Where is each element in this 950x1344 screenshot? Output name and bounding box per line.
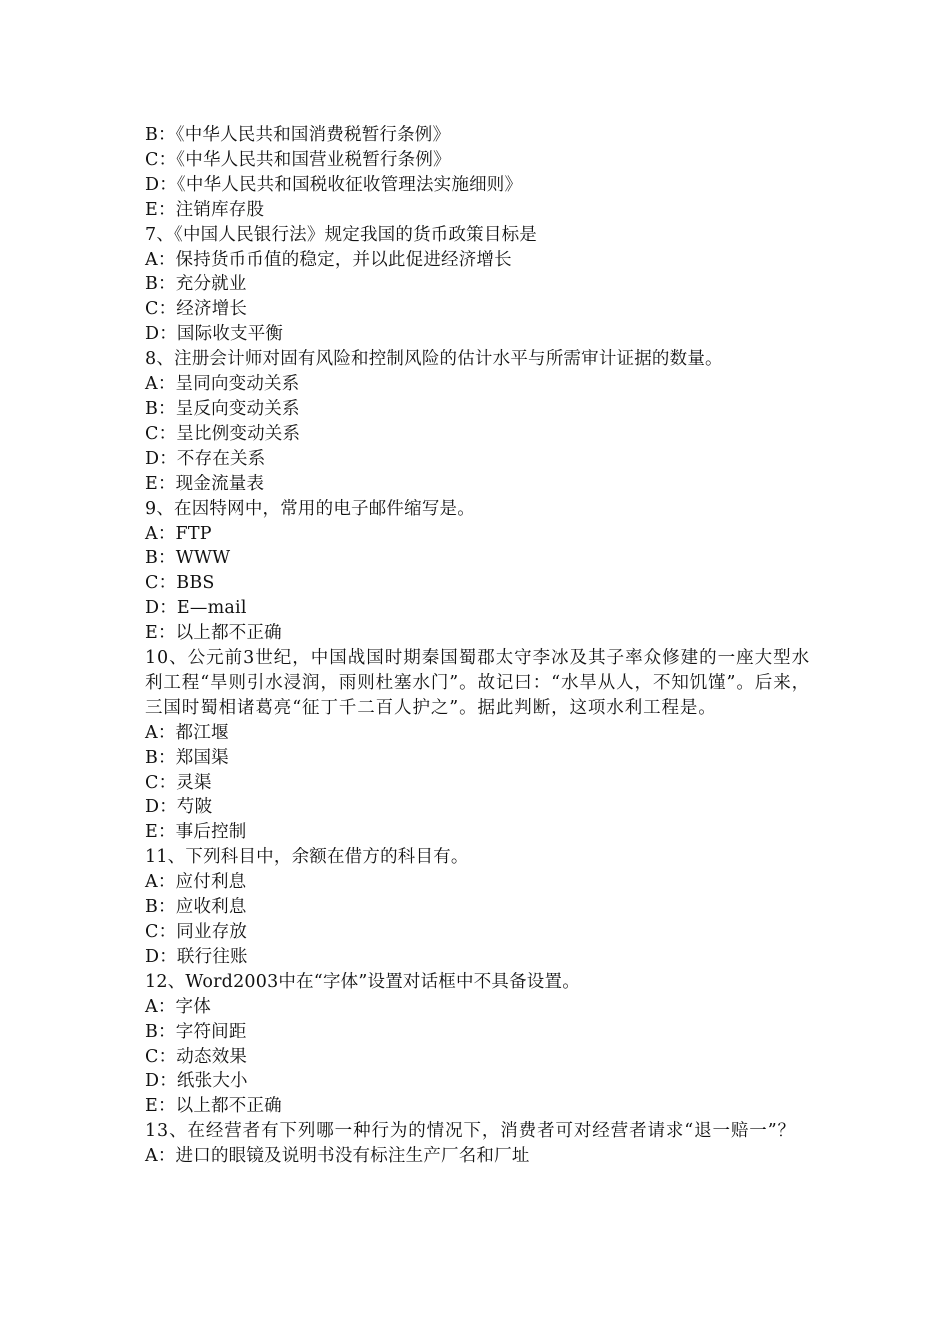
q11-option-a: A：应付利息 [145,872,247,893]
option-e-treasury-stock: E：注销库存股 [145,199,265,220]
q11-option-b: B：应收利息 [145,897,247,918]
question-12: 12、Word2003中在“字体”设置对话框中不具备设置。 [145,971,580,992]
q10-option-c: C：灵渠 [145,772,212,793]
q8-option-c: C：呈比例变动关系 [145,423,301,444]
q7-option-b: B：充分就业 [145,274,247,295]
q11-option-c: C：同业存放 [145,922,248,942]
q9-option-d: D：E—mail [145,598,247,619]
question-7: 7、《中国人民银行法》规定我国的货币政策目标是 [145,224,537,245]
q13-option-a: A：进口的眼镜及说明书没有标注生产厂名和厂址 [145,1146,530,1167]
q9-option-c: C：BBS [145,573,215,594]
q7-option-c: C：经济增长 [145,299,248,320]
q10-option-b: B：郑国渠 [145,747,229,768]
q7-option-d: D：国际收支平衡 [145,324,284,345]
q10-option-a: A：都江堰 [145,722,229,743]
question-13: 13、在经营者有下列哪一种行为的情况下，消费者可对经营者请求“退一赔一”？ [145,1121,796,1142]
question-11: 11、下列科目中，余额在借方的科目有。 [145,847,469,868]
q7-option-a: A：保持货币币值的稳定，并以此促进经济增长 [145,249,512,270]
q12-option-e: E：以上都不正确 [145,1096,282,1117]
q12-option-d: D：纸张大小 [145,1071,248,1092]
q12-option-b: B：字符间距 [145,1021,247,1042]
option-d-tax-collection: D：《中华人民共和国税收征收管理法实施细则》 [145,174,523,195]
option-c-business-tax: C：《中华人民共和国营业税暂行条例》 [145,149,451,170]
document-body [145,123,810,1169]
q9-option-b: B：WWW [145,548,231,569]
q10-option-e: E：事后控制 [145,822,247,843]
q8-option-b: B：呈反向变动关系 [145,398,300,419]
q12-option-a: A：字体 [145,996,211,1017]
q10-option-d: D：芍陂 [145,797,213,818]
option-b-consumption-tax: B：《中华人民共和国消费税暂行条例》 [145,125,451,145]
q8-option-e: E：现金流量表 [145,473,265,494]
q9-option-a: A：FTP [145,523,212,544]
question-9: 9、在因特网中，常用的电子邮件缩写是。 [145,498,475,519]
q9-option-e: E：以上都不正确 [145,623,282,644]
question-10: 10、公元前3世纪，中国战国时期秦国蜀郡太守李冰及其子率众修建的一座大型水利工程“旱则引水浸润，雨则杜塞水门”。故记曰：“水旱从人，不知饥馑”。后来，三国时蜀相诸葛亮“征丁千二百人护之”。据此判断，这项水利工程是。 [145,648,810,718]
q8-option-d: D：不存在关系 [145,448,266,469]
q12-option-c: C：动态效果 [145,1046,248,1067]
q8-option-a: A：呈同向变动关系 [145,374,300,395]
question-8: 8、注册会计师对固有风险和控制风险的估计水平与所需审计证据的数量。 [145,349,723,370]
q11-option-d: D：联行往账 [145,946,248,967]
